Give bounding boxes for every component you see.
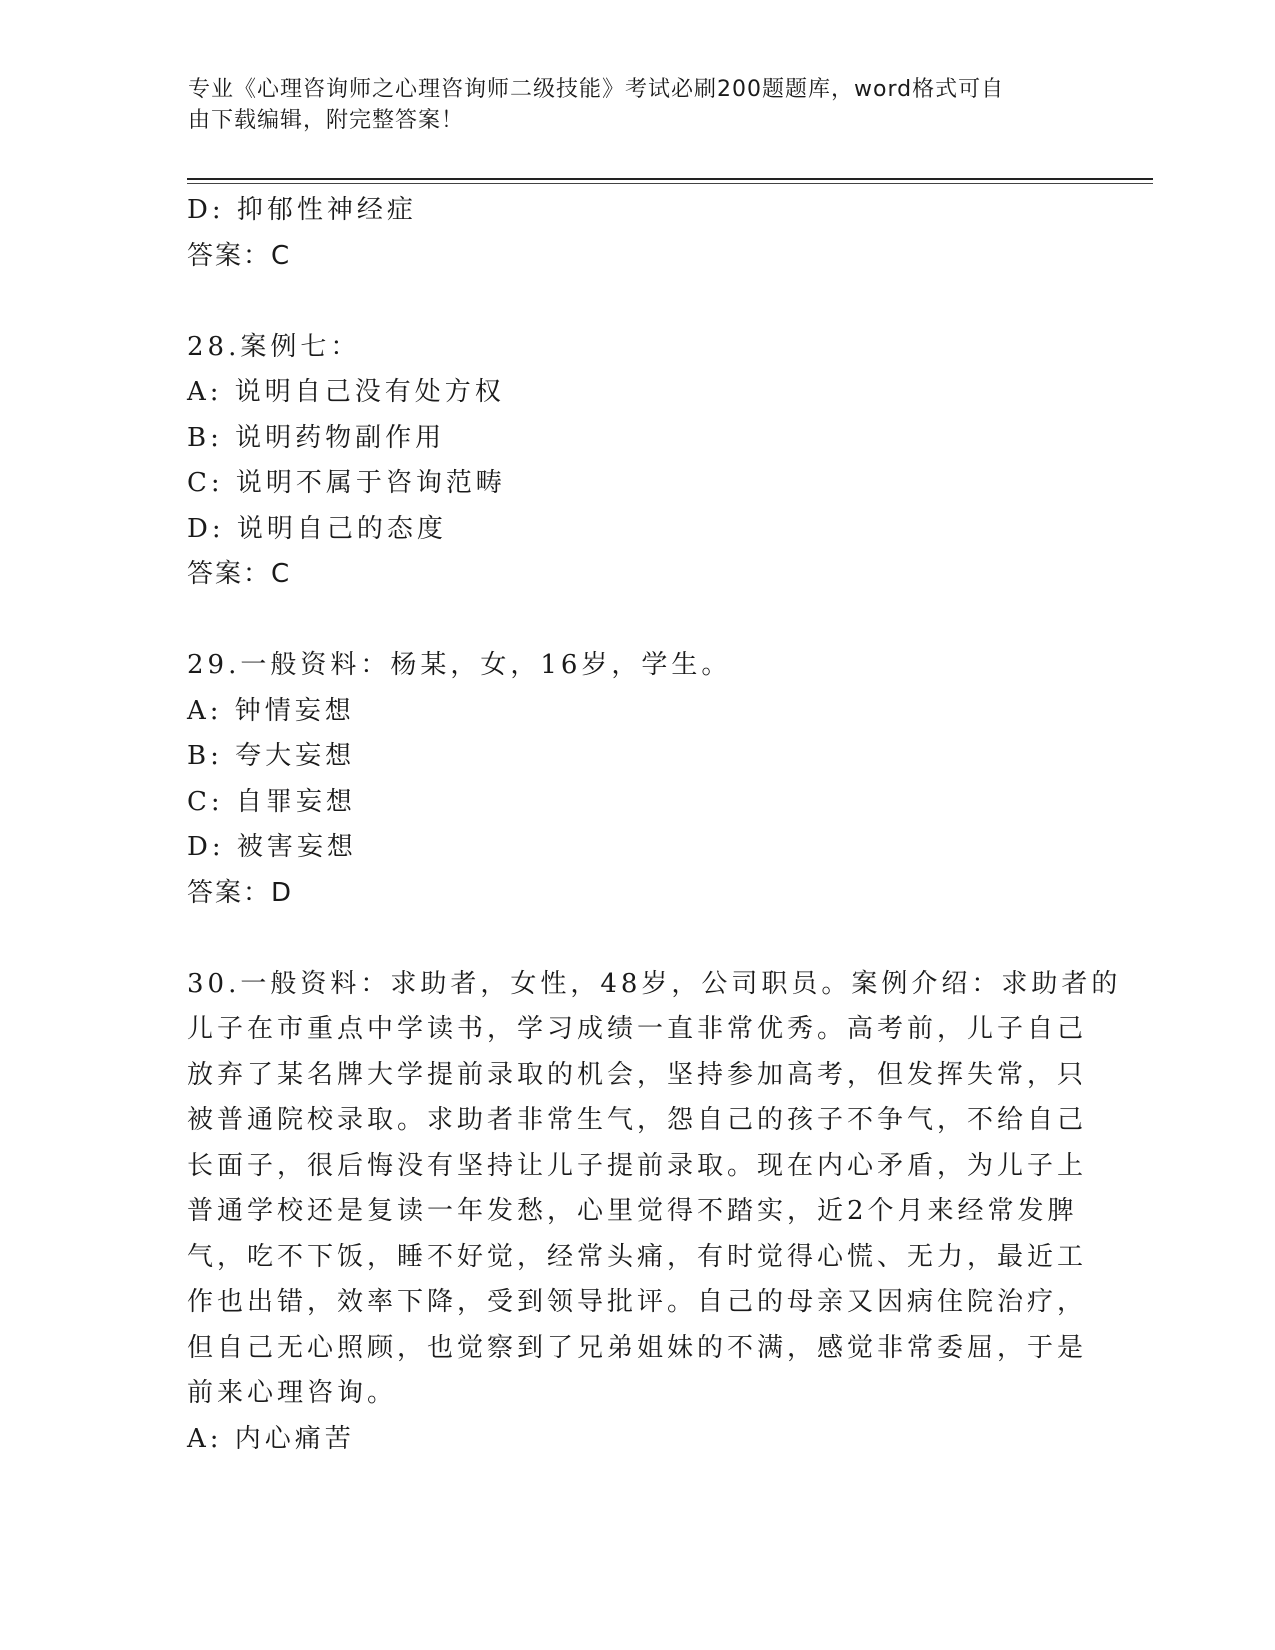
header-divider-thick xyxy=(187,178,1153,180)
option-d: D: 说明自己的态度 xyxy=(187,513,447,544)
option-a: A: 内心痛苦 xyxy=(187,1423,355,1454)
question-28 xyxy=(187,325,1087,598)
question-29 xyxy=(187,643,1087,916)
question-stem: 28.案例七： xyxy=(187,331,361,362)
header-line-1: 专业《心理咨询师之心理咨询师二级技能》考试必刷200题题库，word格式可自 xyxy=(188,77,1005,102)
spacer xyxy=(187,916,1087,962)
option-b: B: 夸大妄想 xyxy=(187,741,356,771)
option-d: D: 被害妄想 xyxy=(187,832,357,862)
stem-line: 但自己无心照顾，也觉察到了兄弟姐妹的不满，感觉非常委屈，于是 xyxy=(187,1332,1088,1363)
spacer xyxy=(187,598,1087,644)
document-header xyxy=(188,74,1068,136)
question-stem: 29.一般资料：杨某，女，16岁，学生。 xyxy=(187,650,732,680)
stem-line: 30.一般资料：求助者，女性，48岁，公司职员。案例介绍：求助者的 xyxy=(187,968,1122,999)
stem-line: 前来心理咨询。 xyxy=(187,1378,398,1408)
option-b: B: 说明药物副作用 xyxy=(187,422,446,453)
question-stem xyxy=(187,962,1122,1417)
option-a: A: 说明自己没有处方权 xyxy=(187,377,505,407)
answer: 答案：C xyxy=(187,240,292,271)
stem-line: 儿子在市重点中学读书，学习成绩一直非常优秀。高考前，儿子自己 xyxy=(187,1014,1088,1044)
option-d: D: 抑郁性神经症 xyxy=(187,195,417,225)
spacer xyxy=(187,279,1087,325)
header-line-2: 由下载编辑，附完整答案！ xyxy=(188,108,465,133)
answer: 答案：C xyxy=(187,559,292,589)
stem-line: 被普通院校录取。求助者非常生气，怨自己的孩子不争气，不给自己 xyxy=(187,1105,1088,1135)
stem-line: 长面子，很后悔没有坚持让儿子提前录取。现在内心矛盾，为儿子上 xyxy=(187,1150,1088,1181)
stem-line: 普通学校还是复读一年发愁，心里觉得不踏实，近2个月来经常发脾 xyxy=(187,1196,1078,1226)
header-divider-thin xyxy=(187,183,1153,184)
answer: 答案：D xyxy=(187,877,294,908)
option-c: C: 说明不属于咨询范畴 xyxy=(187,468,506,498)
option-c: C: 自罪妄想 xyxy=(187,786,356,817)
stem-line: 放弃了某名牌大学提前录取的机会，坚持参加高考，但发挥失常，只 xyxy=(187,1059,1088,1090)
option-a: A: 钟情妄想 xyxy=(187,695,355,726)
previous-question-tail xyxy=(187,188,1087,279)
question-30 xyxy=(187,962,1122,1463)
stem-line: 作也出错，效率下降，受到领导批评。自己的母亲又因病住院治疗， xyxy=(187,1287,1088,1317)
question-content xyxy=(187,188,1122,1462)
stem-line: 气，吃不下饭，睡不好觉，经常头痛，有时觉得心慌、无力，最近工 xyxy=(187,1241,1088,1272)
